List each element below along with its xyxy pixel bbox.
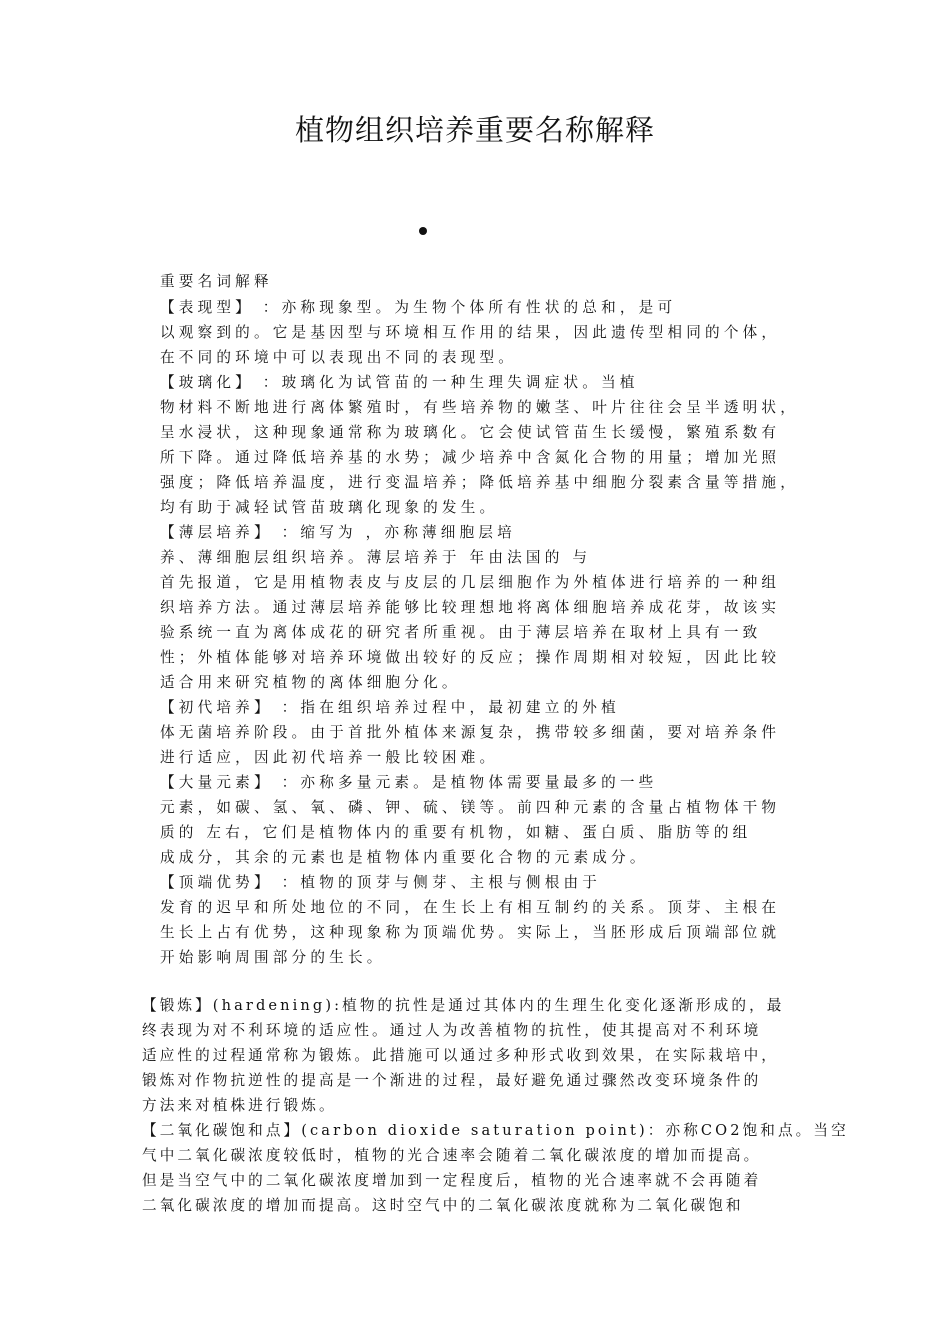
- text-line: 【大量元素】 ：亦称多量元素。是植物体需要量最多的一些: [160, 774, 658, 791]
- text-line: 二氧化碳浓度的增加而提高。这时空气中的二氧化碳浓度就称为二氧化碳饱和: [142, 1197, 744, 1214]
- text-line: 适应性的过程通常称为锻炼。此措施可以通过多种形式收到效果，在实际栽培中，: [142, 1047, 779, 1064]
- text-line: 性；外植体能够对培养环境做出较好的反应；操作周期相对较短，因此比较: [160, 649, 781, 666]
- text-line: 【顶端优势】 ：植物的顶芽与侧芽、主根与侧根由于: [160, 874, 602, 891]
- text-line: 质的 左右，它们是植物体内的重要有机物，如糖、蛋白质、脂肪等的组: [160, 824, 752, 841]
- text-line: 开始影响周围部分的生长。: [160, 949, 386, 966]
- text-line: 均有助于减轻试管苗玻璃化现象的发生。: [160, 499, 499, 516]
- text-line: 【表现型】 ：亦称现象型。为生物个体所有性状的总和，是可: [160, 299, 677, 316]
- text-line: 终表现为对不利环境的适应性。通过人为改善植物的抗性，使其提高对不利环境: [142, 1022, 762, 1039]
- text-line: 但是当空气中的二氧化碳浓度增加到一定程度后，植物的光合速率就不会再随着: [142, 1172, 762, 1189]
- text-line: 织培养方法。通过薄层培养能够比较理想地将离体细胞培养成花芽，故该实: [160, 599, 781, 616]
- text-line: 养、薄细胞层组织培养。薄层培养于 年由法国的 与: [160, 549, 592, 566]
- text-line: 体无菌培养阶段。由于首批外植体来源复杂，携带较多细菌，要对培养条件: [160, 724, 781, 741]
- text-line: 物材料不断地进行离体繁殖时，有些培养物的嫩茎、叶片往往会呈半透明状，: [160, 399, 799, 416]
- text-line: 验系统一直为离体成花的研究者所重视。由于薄层培养在取材上具有一致: [160, 624, 762, 641]
- text-line: 呈水浸状，这种现象通常称为玻璃化。它会使试管苗生长缓慢，繁殖系数有: [160, 424, 781, 441]
- text-line: 首先报道，它是用植物表皮与皮层的几层细胞作为外植体进行培养的一种组: [160, 574, 781, 591]
- text-line: 以观察到的。它是基因型与环境相互作用的结果，因此遗传型相同的个体，: [160, 324, 781, 341]
- text-line: 方法来对植株进行锻炼。: [142, 1097, 337, 1114]
- text-line: 适合用来研究植物的离体细胞分化。: [160, 674, 461, 691]
- text-line: 所下降。通过降低培养基的水势；减少培养中含氮化合物的用量；增加光照: [160, 449, 781, 466]
- text-line: 【二氧化碳饱和点】(carbon dioxide saturation point)：亦称CO2饱和点。当空: [142, 1122, 849, 1139]
- text-line: 发育的迟早和所处地位的不同，在生长上有相互制约的关系。顶芽、主根在: [160, 899, 781, 916]
- text-line: 气中二氧化碳浓度较低时，植物的光合速率会随着二氧化碳浓度的增加而提高。: [142, 1147, 762, 1164]
- text-line: 成成分，其余的元素也是植物体内重要化合物的元素成分。: [160, 849, 649, 866]
- page-title: 植物组织培养重要名称解释: [294, 113, 655, 147]
- text-line: 【玻璃化】 ：玻璃化为试管苗的一种生理失调症状。当植: [160, 374, 639, 391]
- text-line: 元素，如碳、氢、氧、磷、钾、硫、镁等。前四种元素的含量占植物体干物: [160, 799, 781, 816]
- text-line: 【锻炼】(hardening):植物的抗性是通过其体内的生理生化变化逐渐形成的，最: [142, 997, 785, 1014]
- text-line: 【薄层培养】 ：缩写为 ，亦称薄细胞层培: [160, 524, 516, 541]
- text-line: 进行适应，因此初代培养一般比较困难。: [160, 749, 499, 766]
- text-line: 生长上占有优势，这种现象称为顶端优势。实际上，当胚形成后顶端部位就: [160, 924, 781, 941]
- text-line: 锻炼对作物抗逆性的提高是一个渐进的过程，最好避免通过骤然改变环境条件的: [142, 1072, 762, 1089]
- bullet-dot: [419, 227, 427, 235]
- text-line: 【初代培养】 ：指在组织培养过程中，最初建立的外植: [160, 699, 620, 716]
- section-heading: 重要名词解释: [160, 273, 273, 290]
- text-line: 在不同的环境中可以表现出不同的表现型。: [160, 349, 518, 366]
- text-line: 强度；降低培养温度，进行变温培养；降低培养基中细胞分裂素含量等措施，: [160, 474, 799, 491]
